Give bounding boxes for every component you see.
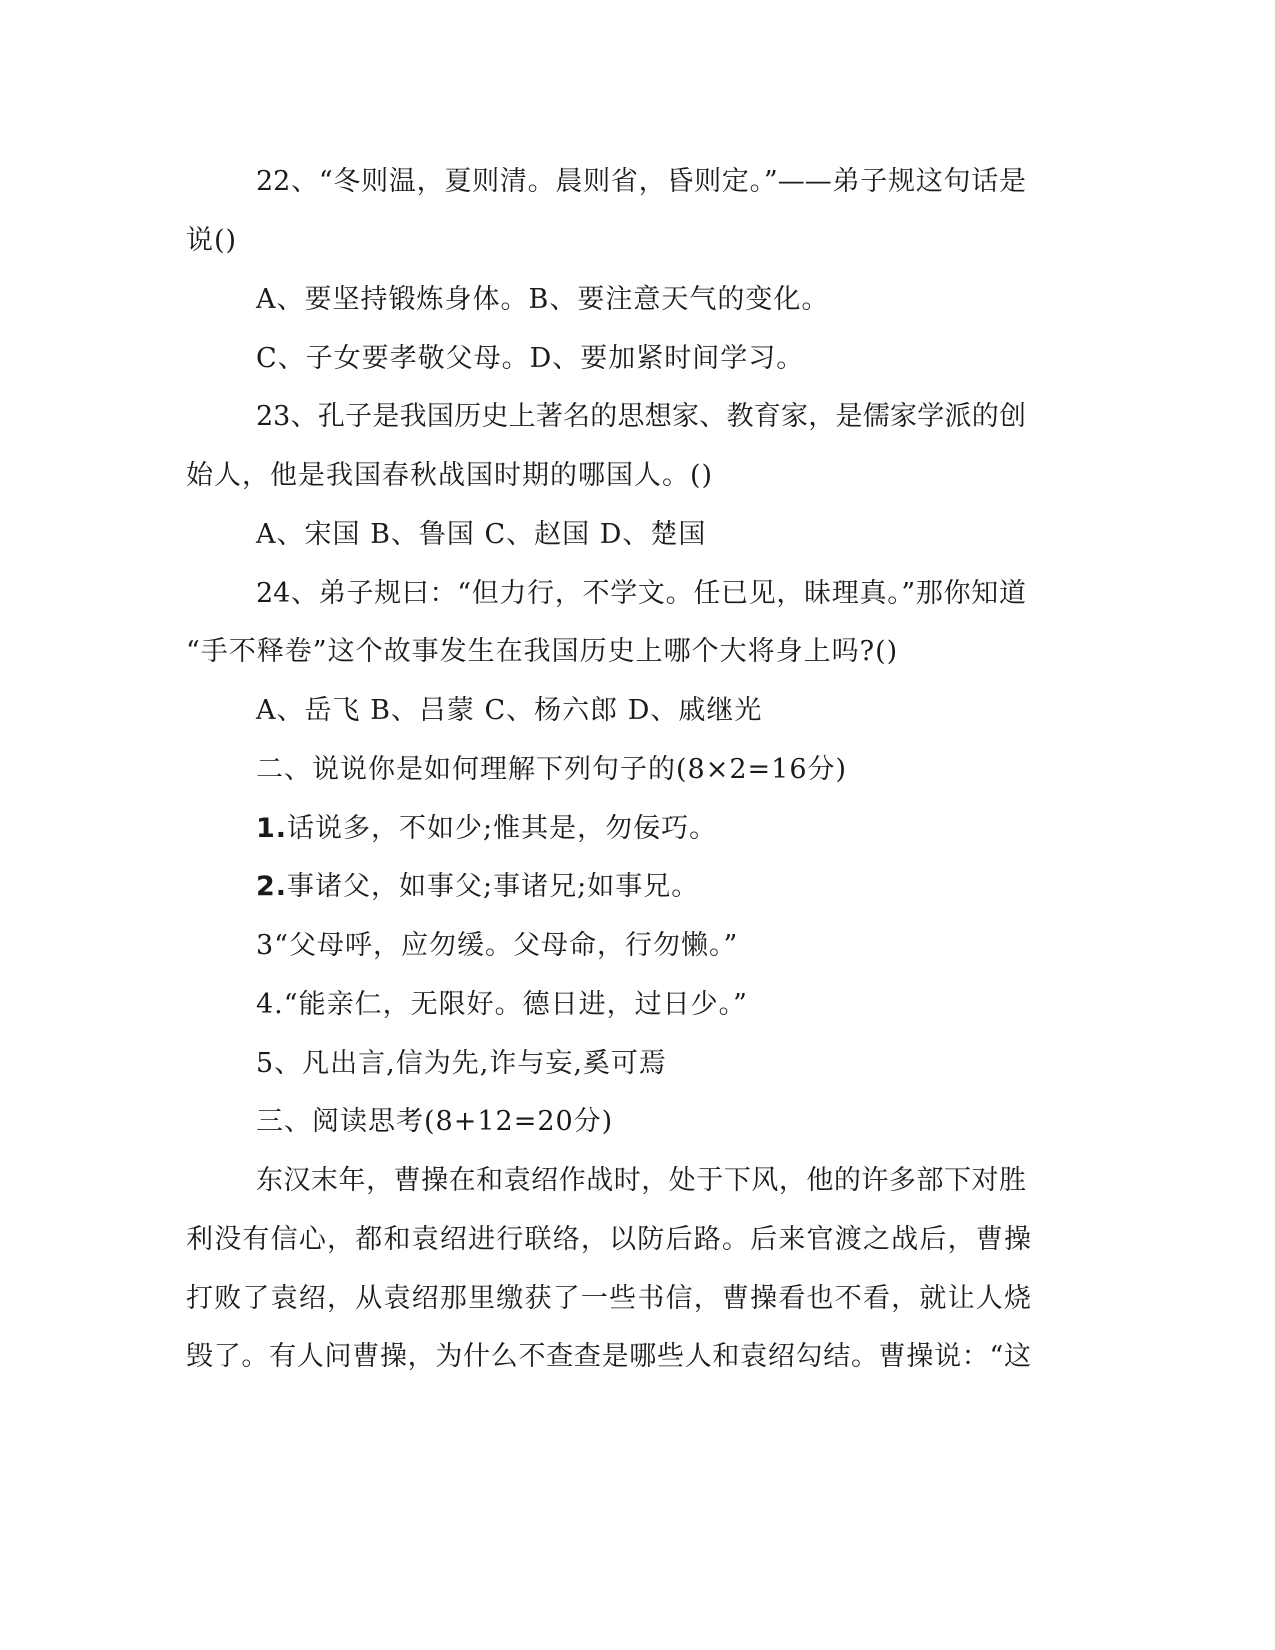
item-1-text: 话说多，不如少;惟其是，勿佞巧。 bbox=[287, 813, 718, 844]
question-23-stem: 23、孔子是我国历史上著名的思想家、教育家，是儒家学派的创 bbox=[256, 401, 1026, 432]
item-1-number: 1. bbox=[256, 813, 288, 844]
question-22-options-ab: A、要坚持锻炼身体。B、要注意天气的变化。 bbox=[256, 284, 830, 315]
question-24-stem: 24、弟子规曰：“但力行，不学文。任已见，昧理真。”那你知道 bbox=[256, 578, 1026, 609]
section-2-item-2 bbox=[256, 867, 1275, 907]
question-22-stem: 22、“冬则温，夏则清。晨则省，昏则定。”——弟子规这句话是 bbox=[256, 166, 1026, 197]
section-2-item-4: 4.“能亲仁，无限好。德日进，过日少。” bbox=[256, 989, 748, 1020]
section-2-heading: 二、说说你是如何理解下列句子的(8×2=16分) bbox=[256, 754, 848, 785]
item-2-number: 2. bbox=[256, 871, 288, 902]
section-2-item-3: 3“父母呼，应勿缓。父母命，行勿懒。” bbox=[256, 930, 739, 961]
item-2-text: 事诸父，如事父;事诸兄;如事兄。 bbox=[287, 871, 700, 902]
question-24-stem-continued: “手不释卷”这个故事发生在我国历史上哪个大将身上吗?() bbox=[186, 636, 899, 667]
question-23-options: A、宋国 B、鲁国 C、赵国 D、楚国 bbox=[256, 519, 707, 550]
section-2-item-5: 5、凡出言,信为先,诈与妄,奚可焉 bbox=[256, 1048, 667, 1079]
reading-passage-line-4: 毁了。有人问曹操，为什么不查查是哪些人和袁绍勾结。曹操说：“这 bbox=[186, 1341, 1031, 1372]
question-24-options: A、岳飞 B、吕蒙 C、杨六郎 D、戚继光 bbox=[256, 695, 763, 726]
question-23-stem-continued: 始人，他是我国春秋战国时期的哪国人。() bbox=[186, 460, 714, 491]
section-2-item-1 bbox=[256, 809, 1275, 849]
reading-passage-line-3: 打败了袁绍，从袁绍那里缴获了一些书信，曹操看也不看，就让人烧 bbox=[186, 1283, 1031, 1314]
section-3-heading: 三、阅读思考(8+12=20分) bbox=[256, 1106, 614, 1137]
question-22-options-cd: C、子女要孝敬父母。D、要加紧时间学习。 bbox=[256, 343, 805, 374]
reading-passage-line-1: 东汉末年，曹操在和袁绍作战时，处于下风，他的许多部下对胜 bbox=[256, 1165, 1026, 1196]
reading-passage-line-2: 利没有信心，都和袁绍进行联络，以防后路。后来官渡之战后，曹操 bbox=[186, 1224, 1031, 1255]
question-22-stem-continued: 说() bbox=[186, 225, 238, 256]
